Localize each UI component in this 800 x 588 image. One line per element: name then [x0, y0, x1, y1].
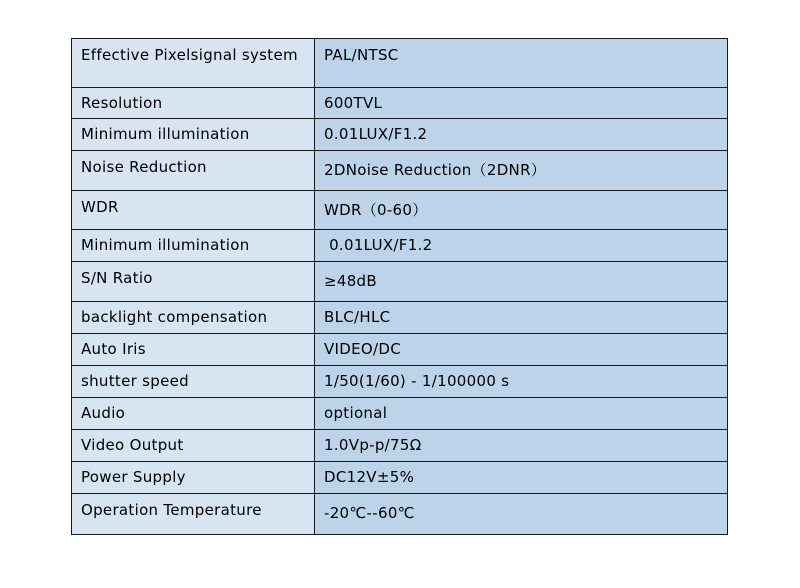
- spec-label: S/N Ratio: [72, 262, 315, 302]
- spec-value: BLC/HLC: [315, 302, 728, 334]
- spec-label: Resolution: [72, 88, 315, 119]
- spec-value: 600TVL: [315, 88, 728, 119]
- spec-value: optional: [315, 398, 728, 430]
- table-row: [72, 462, 728, 494]
- spec-label: Auto Iris: [72, 334, 315, 366]
- spec-value: ≥48dB: [315, 262, 728, 302]
- table-row: [72, 262, 728, 302]
- spec-label: Power Supply: [72, 462, 315, 494]
- spec-value: VIDEO/DC: [315, 334, 728, 366]
- spec-value: WDR（0-60）: [315, 191, 728, 230]
- spec-value: 1/50(1/60) - 1/100000 s: [315, 366, 728, 398]
- spec-value: 2DNoise Reduction（2DNR）: [315, 151, 728, 191]
- spec-label: Effective Pixelsignal system: [72, 39, 315, 88]
- spec-label: backlight compensation: [72, 302, 315, 334]
- spec-label: Audio: [72, 398, 315, 430]
- spec-label: Video Output: [72, 430, 315, 462]
- table-row: [72, 302, 728, 334]
- table-row: [72, 366, 728, 398]
- spec-value: DC12V±5%: [315, 462, 728, 494]
- spec-value: 0.01LUX/F1.2: [315, 119, 728, 151]
- spec-label: shutter speed: [72, 366, 315, 398]
- spec-label: Operation Temperature: [72, 494, 315, 535]
- table-row: [72, 398, 728, 430]
- spec-table: [71, 38, 728, 535]
- table-row: [72, 334, 728, 366]
- spec-label: WDR: [72, 191, 315, 230]
- spec-value: -20℃--60℃: [315, 494, 728, 535]
- spec-label: Minimum illumination: [72, 230, 315, 262]
- table-row: [72, 88, 728, 119]
- table-row: [72, 430, 728, 462]
- spec-label: Minimum illumination: [72, 119, 315, 151]
- table-row: [72, 494, 728, 535]
- spec-label: Noise Reduction: [72, 151, 315, 191]
- table-row: [72, 119, 728, 151]
- table-row: [72, 230, 728, 262]
- table-row: [72, 151, 728, 191]
- spec-value: PAL/NTSC: [315, 39, 728, 88]
- spec-value: 0.01LUX/F1.2: [315, 230, 728, 262]
- spec-value: 1.0Vp-p/75Ω: [315, 430, 728, 462]
- table-row: [72, 191, 728, 230]
- table-row: [72, 39, 728, 88]
